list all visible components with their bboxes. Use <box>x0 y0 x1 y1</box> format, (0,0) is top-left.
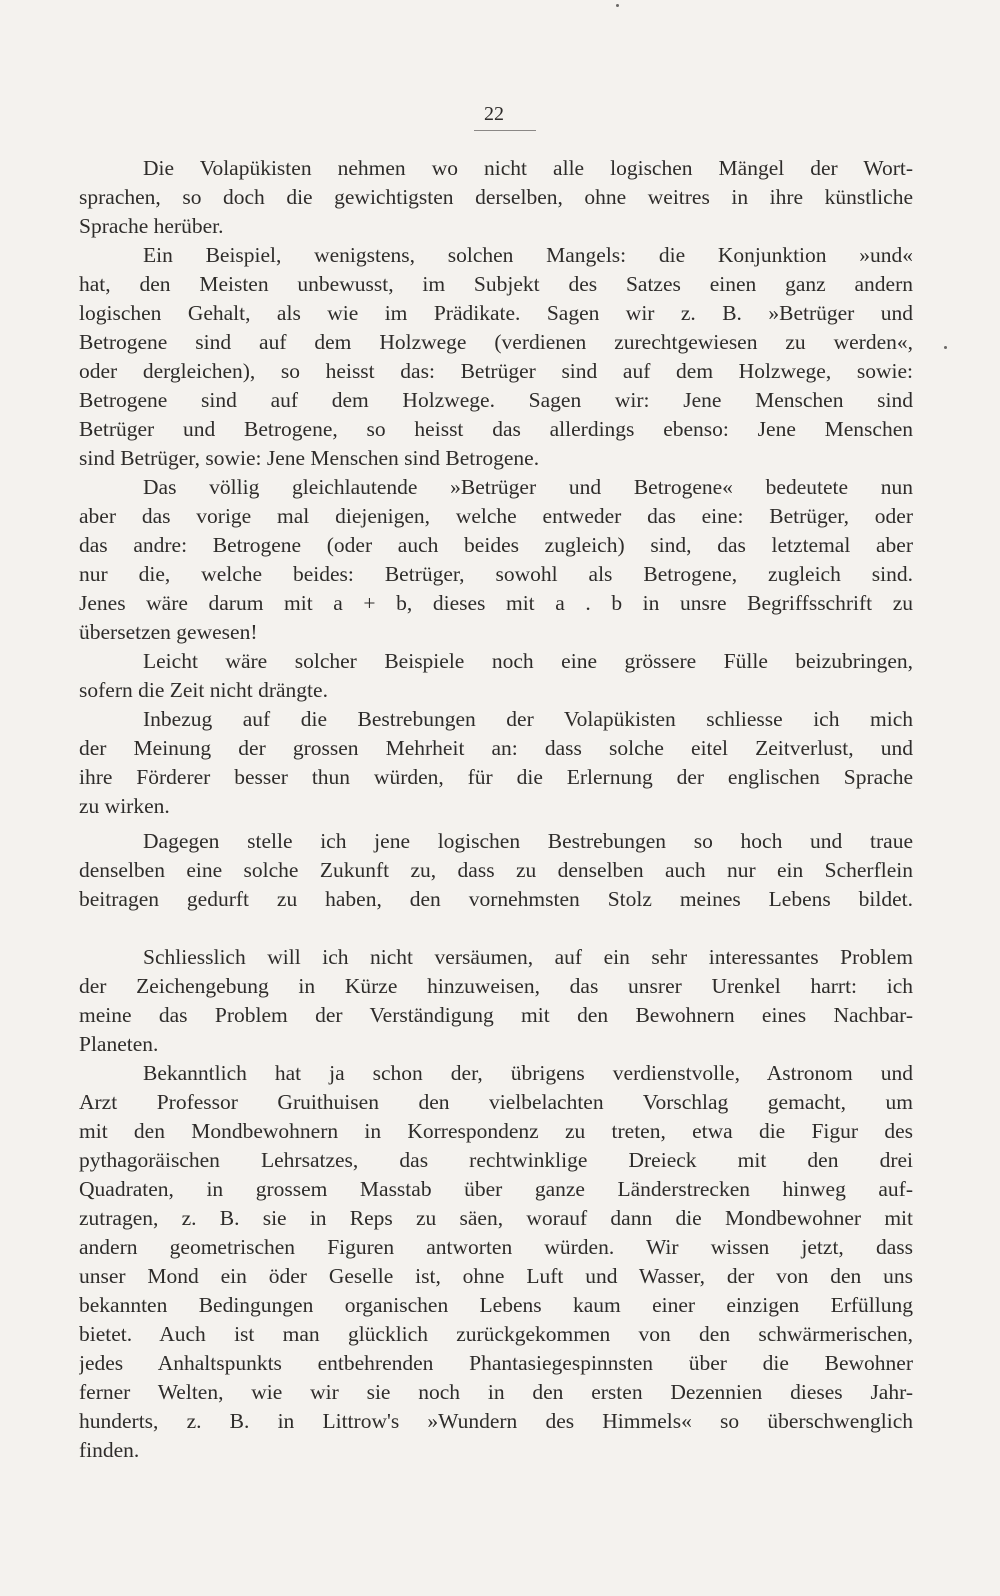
text-line: meine das Problem der Verständigung mit den Bewohnern eines Nachbar- <box>79 1003 913 1027</box>
text-line: ferner Welten, wie wir sie noch in den ersten Dezennien dieses Jahr- <box>79 1380 913 1404</box>
text-line: sofern die Zeit nicht drängte. <box>79 678 328 702</box>
text-line: der Zeichengebung in Kürze hinzuweisen, das unsrer Urenkel harrt: ich <box>79 974 913 998</box>
text-line: beitragen gedurft zu haben, den vornehmsten Stolz meines Lebens bildet. <box>79 887 913 911</box>
text-line: Betrogene sind auf dem Holzwege (verdienen zurechtgewiesen zu werden«, <box>79 330 913 354</box>
scan-speck <box>944 346 947 349</box>
text-line: unser Mond ein öder Geselle ist, ohne Luft und Wasser, der von den uns <box>79 1264 913 1288</box>
text-line: zu wirken. <box>79 794 170 818</box>
text-line: Sprache herüber. <box>79 214 224 238</box>
page-number-rule <box>474 130 536 131</box>
text-line: Betrüger und Betrogene, so heisst das allerdings ebenso: Jene Menschen <box>79 417 913 441</box>
text-line: zutragen, z. B. sie in Reps zu säen, worauf dann die Mondbewohner mit <box>79 1206 913 1230</box>
text-line: nur die, welche beides: Betrüger, sowohl als Betrogene, zugleich sind. <box>79 562 913 586</box>
text-line: der Meinung der grossen Mehrheit an: dass solche eitel Zeitverlust, und <box>79 736 913 760</box>
text-line: pythagoräischen Lehrsatzes, das rechtwinklige Dreieck mit den drei <box>79 1148 913 1172</box>
text-line: Inbezug auf die Bestrebungen der Volapükisten schliesse ich mich <box>143 707 913 731</box>
text-line: Ein Beispiel, wenigstens, solchen Mangels: die Konjunktion »und« <box>143 243 913 267</box>
text-line: jedes Anhaltspunkts entbehrenden Phantasiegespinnsten über die Bewohner <box>79 1351 913 1375</box>
text-line: mit den Mondbewohnern in Korrespondenz zu treten, etwa die Figur des <box>79 1119 913 1143</box>
text-line: aber das vorige mal diejenigen, welche entweder das eine: Betrüger, oder <box>79 504 913 528</box>
text-line: sind Betrüger, sowie: Jene Menschen sind Betrogene. <box>79 446 540 470</box>
text-line: bietet. Auch ist man glücklich zurückgekommen von den schwärmerischen, <box>79 1322 913 1346</box>
text-line: oder dergleichen), so heisst das: Betrüger sind auf dem Holzwege, sowie: <box>79 359 913 383</box>
text-line: hunderts, z. B. in Littrow's »Wundern des Himmels« so überschwenglich <box>79 1409 913 1433</box>
text-line: Bekanntlich hat ja schon der, übrigens verdienstvolle, Astronom und <box>143 1061 913 1085</box>
text-line: Das völlig gleichlautende »Betrüger und Betrogene« bedeutete nun <box>143 475 913 499</box>
text-line: andern geometrischen Figuren antworten würden. Wir wissen jetzt, dass <box>79 1235 913 1259</box>
text-line: übersetzen gewesen! <box>79 620 258 644</box>
text-line: ihre Förderer besser thun würden, für die Erlernung der englischen Sprache <box>79 765 913 789</box>
text-line: finden. <box>79 1438 140 1462</box>
text-line: Quadraten, in grossem Masstab über ganze Länderstrecken hinweg auf- <box>79 1177 913 1201</box>
text-line: Schliesslich will ich nicht versäumen, auf ein sehr interessantes Problem <box>143 945 913 969</box>
text-line: bekannten Bedingungen organischen Lebens kaum einer einzigen Erfüllung <box>79 1293 913 1317</box>
scan-speck <box>616 4 619 7</box>
text-line: hat, den Meisten unbewusst, im Subjekt des Satzes einen ganz andern <box>79 272 913 296</box>
text-line: Leicht wäre solcher Beispiele noch eine grössere Fülle beizubringen, <box>143 649 913 673</box>
text-line: denselben eine solche Zukunft zu, dass zu denselben auch nur ein Scherflein <box>79 858 913 882</box>
text-line: Jenes wäre darum mit a + b, dieses mit a . b in unsre Begriffsschrift zu <box>79 591 913 615</box>
text-line: Die Volapükisten nehmen wo nicht alle logischen Mängel der Wort- <box>143 156 913 180</box>
text-line: Betrogene sind auf dem Holzwege. Sagen wir: Jene Menschen sind <box>79 388 913 412</box>
text-line: sprachen, so doch die gewichtigsten derselben, ohne weitres in ihre künstliche <box>79 185 913 209</box>
text-line: das andre: Betrogene (oder auch beides zugleich) sind, das letztemal aber <box>79 533 913 557</box>
text-line: Dagegen stelle ich jene logischen Bestrebungen so hoch und traue <box>143 829 913 853</box>
text-line: Planeten. <box>79 1032 159 1056</box>
page-number: 22 <box>484 103 504 125</box>
text-line: Arzt Professor Gruithuisen den vielbelachten Vorschlag gemacht, um <box>79 1090 913 1114</box>
text-line: logischen Gehalt, als wie im Prädikate. Sagen wir z. B. »Betrüger und <box>79 301 913 325</box>
